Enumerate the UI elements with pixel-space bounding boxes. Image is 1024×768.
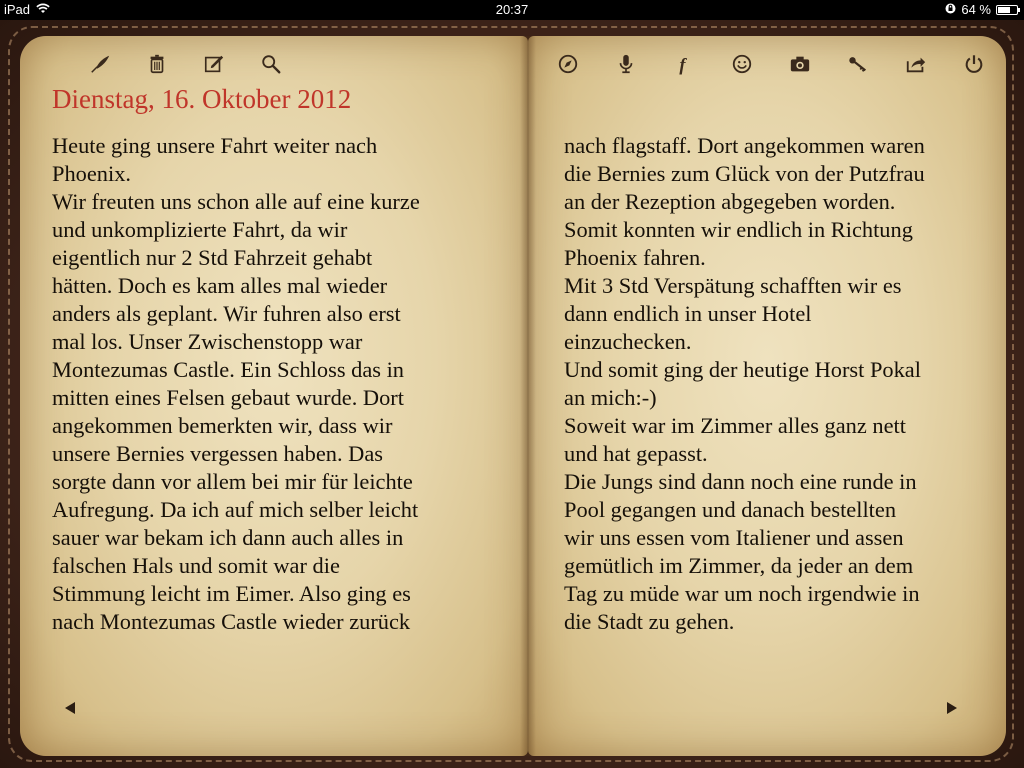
next-page-arrow-icon[interactable]	[947, 702, 957, 714]
right_page-line: und hat gepasst.	[564, 441, 708, 466]
left_page-line: Montezumas Castle. Ein Schloss das in	[52, 357, 404, 382]
device-name: iPad	[4, 2, 31, 17]
left_page-line: Aufregung. Da ich auf mich selber leicht	[52, 497, 419, 522]
right_page-line: an der Rezeption abgegeben worden.	[564, 189, 896, 214]
left_page-line: angekommen bemerkten wir, dass wir	[52, 413, 393, 438]
left_page-line: Phoenix.	[52, 161, 131, 186]
right_page-line: einzuchecken.	[564, 329, 692, 354]
battery-fill	[998, 7, 1010, 13]
trash-icon[interactable]	[145, 52, 169, 76]
left_page-line: sauer war bekam ich dann auch alles in	[52, 525, 404, 550]
right_page-line: Somit konnten wir endlich in Richtung	[564, 217, 913, 242]
key-icon[interactable]	[846, 52, 870, 76]
right_page-line: Pool gegangen und danach bestellten	[564, 497, 897, 522]
font-icon[interactable]	[672, 52, 696, 76]
power-icon[interactable]	[962, 52, 986, 76]
left-page-text[interactable]	[52, 132, 482, 636]
battery-icon	[996, 5, 1018, 15]
right_page-line: Phoenix fahren.	[564, 245, 706, 270]
left_page-line: mal los. Unser Zwischenstopp war	[52, 329, 363, 354]
smiley-icon[interactable]	[730, 52, 754, 76]
right_page-line: dann endlich in unser Hotel	[564, 301, 812, 326]
left_page-line: unsere Bernies vergessen haben. Das	[52, 441, 383, 466]
right_page-line: gemütlich im Zimmer, da jeder an dem	[564, 553, 914, 578]
left_page-line: sorgte dann vor allem bei mir für leichte	[52, 469, 413, 494]
battery-percent: 64 %	[961, 2, 991, 17]
right_page-line: wir uns essen vom Italiener und assen	[564, 525, 904, 550]
right-toolbar	[556, 52, 1020, 76]
right_page-line: nach flagstaff. Dort angekommen waren	[564, 133, 925, 158]
left_page-line: Heute ging unsere Fahrt weiter nach	[52, 133, 378, 158]
right_page-line: Mit 3 Std Verspätung schafften wir es	[564, 273, 902, 298]
compass-icon[interactable]	[556, 52, 580, 76]
left_page-line: Wir freuten uns schon alle auf eine kurze	[52, 189, 420, 214]
right_page-line: Und somit ging der heutige Horst Pokal	[564, 357, 921, 382]
left_page-line: anders als geplant. Wir fuhren also erst	[52, 301, 401, 326]
left_page-line: falschen Hals und somit war die	[52, 553, 340, 578]
left_page-line: und unkomplizierte Fahrt, da wir	[52, 217, 348, 242]
right_page-line: Die Jungs sind dann noch eine runde in	[564, 469, 917, 494]
camera-icon[interactable]	[788, 52, 812, 76]
book-spine	[520, 36, 536, 756]
search-icon[interactable]	[259, 52, 283, 76]
edit-icon[interactable]	[202, 52, 226, 76]
status-bar	[0, 0, 1024, 20]
right_page-line: Tag zu müde war um noch irgendwie in	[564, 581, 920, 606]
right_page-line: die Stadt zu gehen.	[564, 609, 735, 634]
microphone-icon[interactable]	[614, 52, 638, 76]
left_page-line: nach Montezumas Castle wieder zurück	[52, 609, 411, 634]
svg-text:f: f	[679, 54, 686, 75]
entry-date[interactable]: Dienstag, 16. Oktober 2012	[52, 84, 352, 114]
status-right	[945, 2, 1018, 17]
left_page-line: hätten. Doch es kam alles mal wieder	[52, 273, 388, 298]
right_page-line: Soweit war im Zimmer alles ganz nett	[564, 413, 906, 438]
right-page-text[interactable]	[564, 132, 994, 636]
right_page-line: die Bernies zum Glück von der Putzfrau	[564, 161, 925, 186]
left_page-line: eigentlich nur 2 Std Fahrzeit gehabt	[52, 245, 373, 270]
quill-icon[interactable]	[88, 52, 112, 76]
left-toolbar	[88, 52, 316, 76]
left_page-line: Stimmung leicht im Eimer. Also ging es	[52, 581, 411, 606]
rotation-lock-icon	[945, 2, 956, 17]
share-icon[interactable]	[904, 52, 928, 76]
right_page-line: an mich:-)	[564, 385, 657, 410]
left_page-line: mitten eines Felsen gebaut wurde. Dort	[52, 385, 404, 410]
status-time: 20:37	[495, 2, 529, 17]
previous-page-arrow-icon[interactable]	[65, 702, 75, 714]
